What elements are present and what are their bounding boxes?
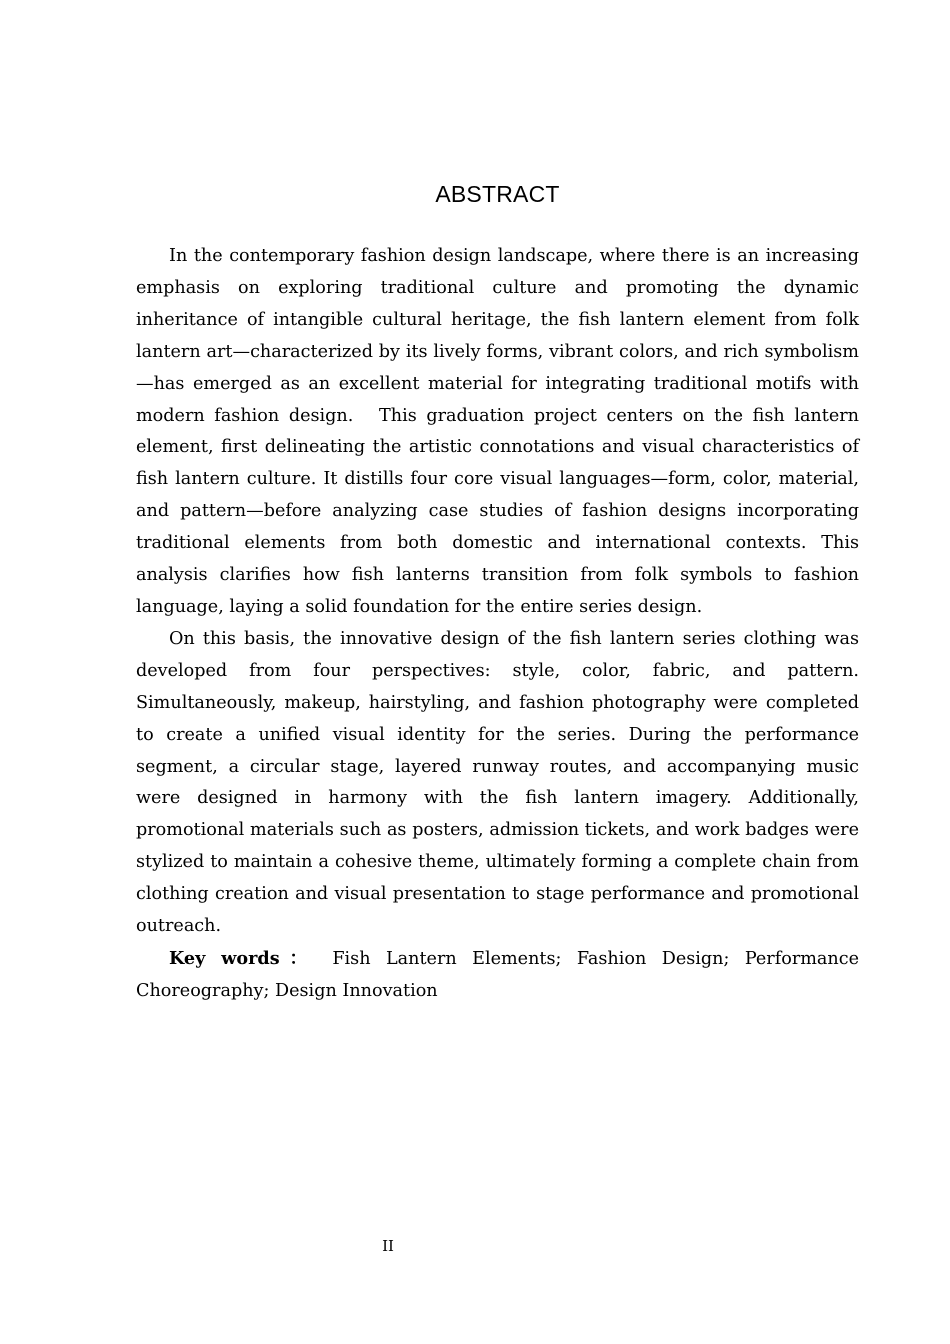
abstract-title: ABSTRACT [435,181,560,207]
page-number: II [382,1237,394,1255]
abstract-paragraph-2: On this basis, the innovative design of the fish lantern series clothing was developed from four perspectives: style, color, fabric, and pattern. Simultaneously, makeup, hairstyling, and fashion photography were completed to create a unified visual identity for the series. During the performance segment, a circular stage, layered runway routes, and accompanying music were designed in harmony with the fish lantern imagery. Additionally, promotional materials such as posters, admission tickets, and work badges were stylized to maintain a cohesive theme, ultimately forming a complete chain from clothing creation and visual presentation to stage performance and promotional outreach. [136,628,859,937]
keywords-label: Key words： [169,947,317,969]
abstract-body [136,241,859,1008]
keywords-text: Fish Lantern Elements; Fashion Design; Performance Choreography; Design Innovation [136,948,859,1001]
keywords-line [136,943,859,1008]
abstract-paragraph-1: In the contemporary fashion design landscape, where there is an increasing emphasis on exploring traditional culture and promoting the dynamic inheritance of intangible cultural heritage, the fish lantern element from folk lantern art—characterized by its lively forms, vibrant colors, and rich symbolism—has emerged as an excellent material for integrating traditional motifs with modern fashion design. This graduation project centers on the fish lantern element, first delineating the artistic connotations and visual characteristics of fish lantern culture. It distills four core visual languages—form, color, material, and pattern—before analyzing case studies of fashion designs incorporating traditional elements from both domestic and international contexts. This analysis clarifies how fish lanterns transition from folk symbols to fashion language, laying a solid foundation for the entire series design. [136,246,859,617]
